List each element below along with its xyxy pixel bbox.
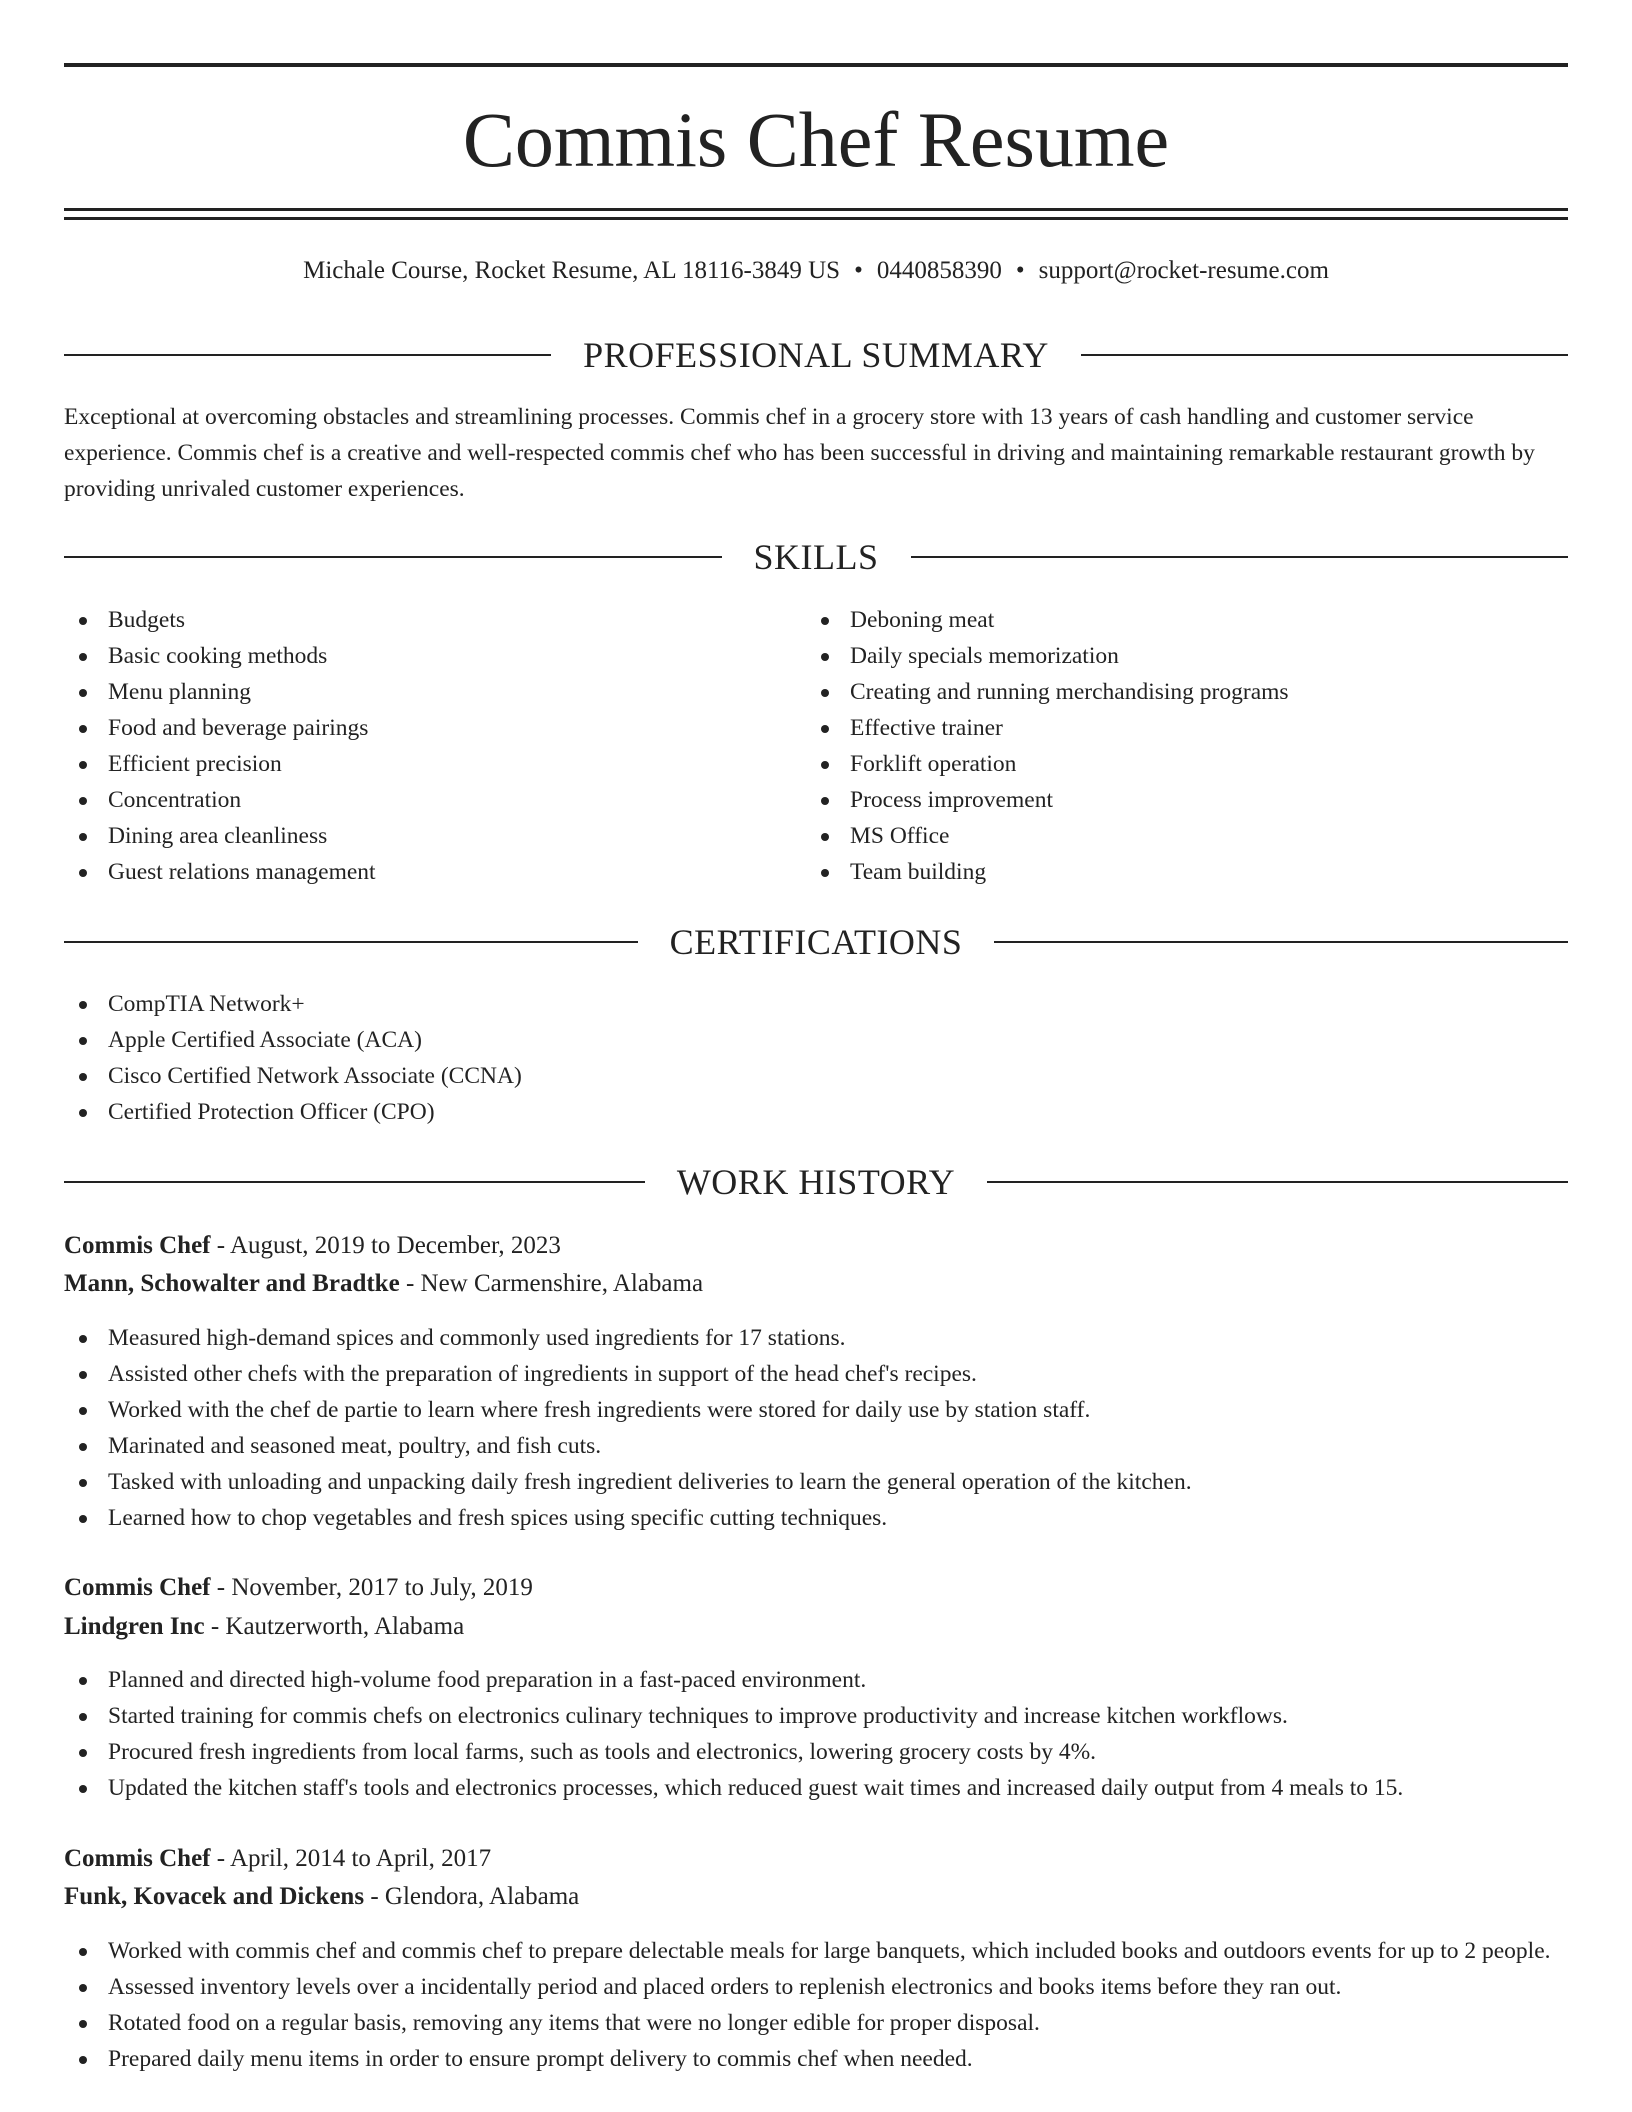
heading-rule-right (911, 556, 1569, 558)
job-location: - Kautzerworth, Alabama (204, 1613, 465, 1640)
skill-item: Menu planning (64, 674, 804, 710)
job-bullet: Assessed inventory levels over a incidentally period and placed orders to replenish electronics and books items before they ran out. (64, 1969, 1568, 2005)
job-title: Commis Chef (64, 1232, 211, 1259)
contact-phone: 0440858390 (876, 257, 1002, 284)
summary-text: Exceptional at overcoming obstacles and streamlining processes. Commis chef in a grocery store with 13 years of cash handling and customer service experience. Commis chef is a creative and well-respected commis chef who has been successful in driving and maintaining remarkable restaurant growth by providing unrivaled customer experiences. (64, 404, 1535, 502)
top-rule (64, 63, 1568, 67)
job-title-line (64, 1840, 1568, 1878)
heading-rule-right (994, 941, 1568, 943)
title-double-rule (64, 208, 1568, 220)
job-bullets (64, 1320, 1568, 1536)
certification-item: Cisco Certified Network Associate (CCNA) (64, 1058, 1568, 1094)
summary-heading-label: PROFESSIONAL SUMMARY (583, 335, 1049, 375)
summary-heading (64, 333, 1568, 377)
skill-item: Effective trainer (806, 710, 1566, 746)
skill-item: Guest relations management (64, 854, 804, 890)
job-title-line (64, 1227, 1568, 1265)
job-bullet: Measured high-demand spices and commonly used ingredients for 17 stations. (64, 1320, 1568, 1356)
job-dates: - August, 2019 to December, 2023 (210, 1232, 561, 1259)
skill-item: Deboning meat (806, 602, 1566, 638)
job-location: - Glendora, Alabama (364, 1883, 580, 1910)
skill-item: Daily specials memorization (806, 638, 1566, 674)
certification-item: Certified Protection Officer (CPO) (64, 1094, 1568, 1130)
heading-rule-left (64, 1181, 645, 1183)
job-company: Funk, Kovacek and Dickens (64, 1883, 365, 1910)
job-bullet: Worked with commis chef and commis chef to prepare delectable meals for large banquets, which included books and outdoors events for up to 2 people. (64, 1933, 1568, 1969)
job-location: - New Carmenshire, Alabama (399, 1270, 704, 1297)
job-bullet: Marinated and seasoned meat, poultry, and fish cuts. (64, 1428, 1568, 1464)
skill-item: Basic cooking methods (64, 638, 804, 674)
job-company-line (64, 1878, 1568, 1916)
job-bullet: Worked with the chef de partie to learn where fresh ingredients were stored for daily use by station staff. (64, 1392, 1568, 1428)
job-bullet: Planned and directed high-volume food preparation in a fast-paced environment. (64, 1662, 1568, 1698)
heading-rule-left (64, 556, 722, 558)
job-company-line (64, 1265, 1568, 1303)
certifications-list (64, 986, 1568, 1130)
skills-heading-label: SKILLS (753, 537, 879, 577)
job-dates: - April, 2014 to April, 2017 (210, 1845, 492, 1872)
skill-item: Creating and running merchandising programs (806, 674, 1566, 710)
job-dates: - November, 2017 to July, 2019 (210, 1574, 533, 1601)
skill-item: Dining area cleanliness (64, 818, 804, 854)
skill-item: Forklift operation (806, 746, 1566, 782)
contact-separator: • (1015, 257, 1025, 284)
job-title-line (64, 1569, 1568, 1607)
contact-address: Michale Course, Rocket Resume, AL 18116-3849 US (303, 257, 841, 284)
skill-item: MS Office (806, 818, 1566, 854)
job-title: Commis Chef (64, 1845, 211, 1872)
heading-rule-left (64, 941, 638, 943)
skill-item: Efficient precision (64, 746, 804, 782)
skill-item: Budgets (64, 602, 804, 638)
contact-separator: • (854, 257, 863, 284)
job-company-line (64, 1608, 1568, 1646)
job-bullet: Started training for commis chefs on electronics culinary techniques to improve productivity and increase kitchen workflows. (64, 1698, 1568, 1734)
heading-rule-right (987, 1181, 1568, 1183)
job-company: Mann, Schowalter and Bradtke (64, 1270, 400, 1297)
job-bullet: Prepared daily menu items in order to ensure prompt delivery to commis chef when needed. (64, 2041, 1568, 2077)
skills-list-right (806, 602, 1566, 890)
resume-title: Commis Chef Resume (462, 96, 1170, 183)
job-bullet: Assisted other chefs with the preparation of ingredients in support of the head chef's recipes. (64, 1356, 1568, 1392)
heading-rule-right (1081, 354, 1568, 356)
certifications-heading (64, 920, 1568, 964)
skill-item: Process improvement (806, 782, 1566, 818)
skills-list-left (64, 602, 804, 890)
work-history-heading (64, 1160, 1568, 1204)
skill-item: Team building (806, 854, 1566, 890)
job-bullet: Procured fresh ingredients from local farms, such as tools and electronics, lowering grocery costs by 4%. (64, 1734, 1568, 1770)
contact-line (64, 254, 1568, 288)
certifications-heading-label: CERTIFICATIONS (669, 922, 963, 962)
job-bullets (64, 1662, 1568, 1806)
job-bullet: Learned how to chop vegetables and fresh spices using specific cutting techniques. (64, 1500, 1568, 1536)
heading-rule-left (64, 354, 551, 356)
work-history-heading-label: WORK HISTORY (676, 1162, 956, 1202)
job-bullets (64, 1933, 1568, 2077)
certification-item: CompTIA Network+ (64, 986, 1568, 1022)
job-bullet: Tasked with unloading and unpacking daily fresh ingredient deliveries to learn the general operation of the kitchen. (64, 1464, 1568, 1500)
job-company: Lindgren Inc (64, 1613, 205, 1640)
skill-item: Concentration (64, 782, 804, 818)
job-bullet: Updated the kitchen staff's tools and electronics processes, which reduced guest wait times and increased daily output from 4 meals to 15. (64, 1770, 1568, 1806)
contact-email: support@rocket-resume.com (1038, 257, 1329, 284)
skill-item: Food and beverage pairings (64, 710, 804, 746)
job-title: Commis Chef (64, 1574, 211, 1601)
certification-item: Apple Certified Associate (ACA) (64, 1022, 1568, 1058)
skills-heading (64, 535, 1568, 579)
job-bullet: Rotated food on a regular basis, removing any items that were no longer edible for proper disposal. (64, 2005, 1568, 2041)
